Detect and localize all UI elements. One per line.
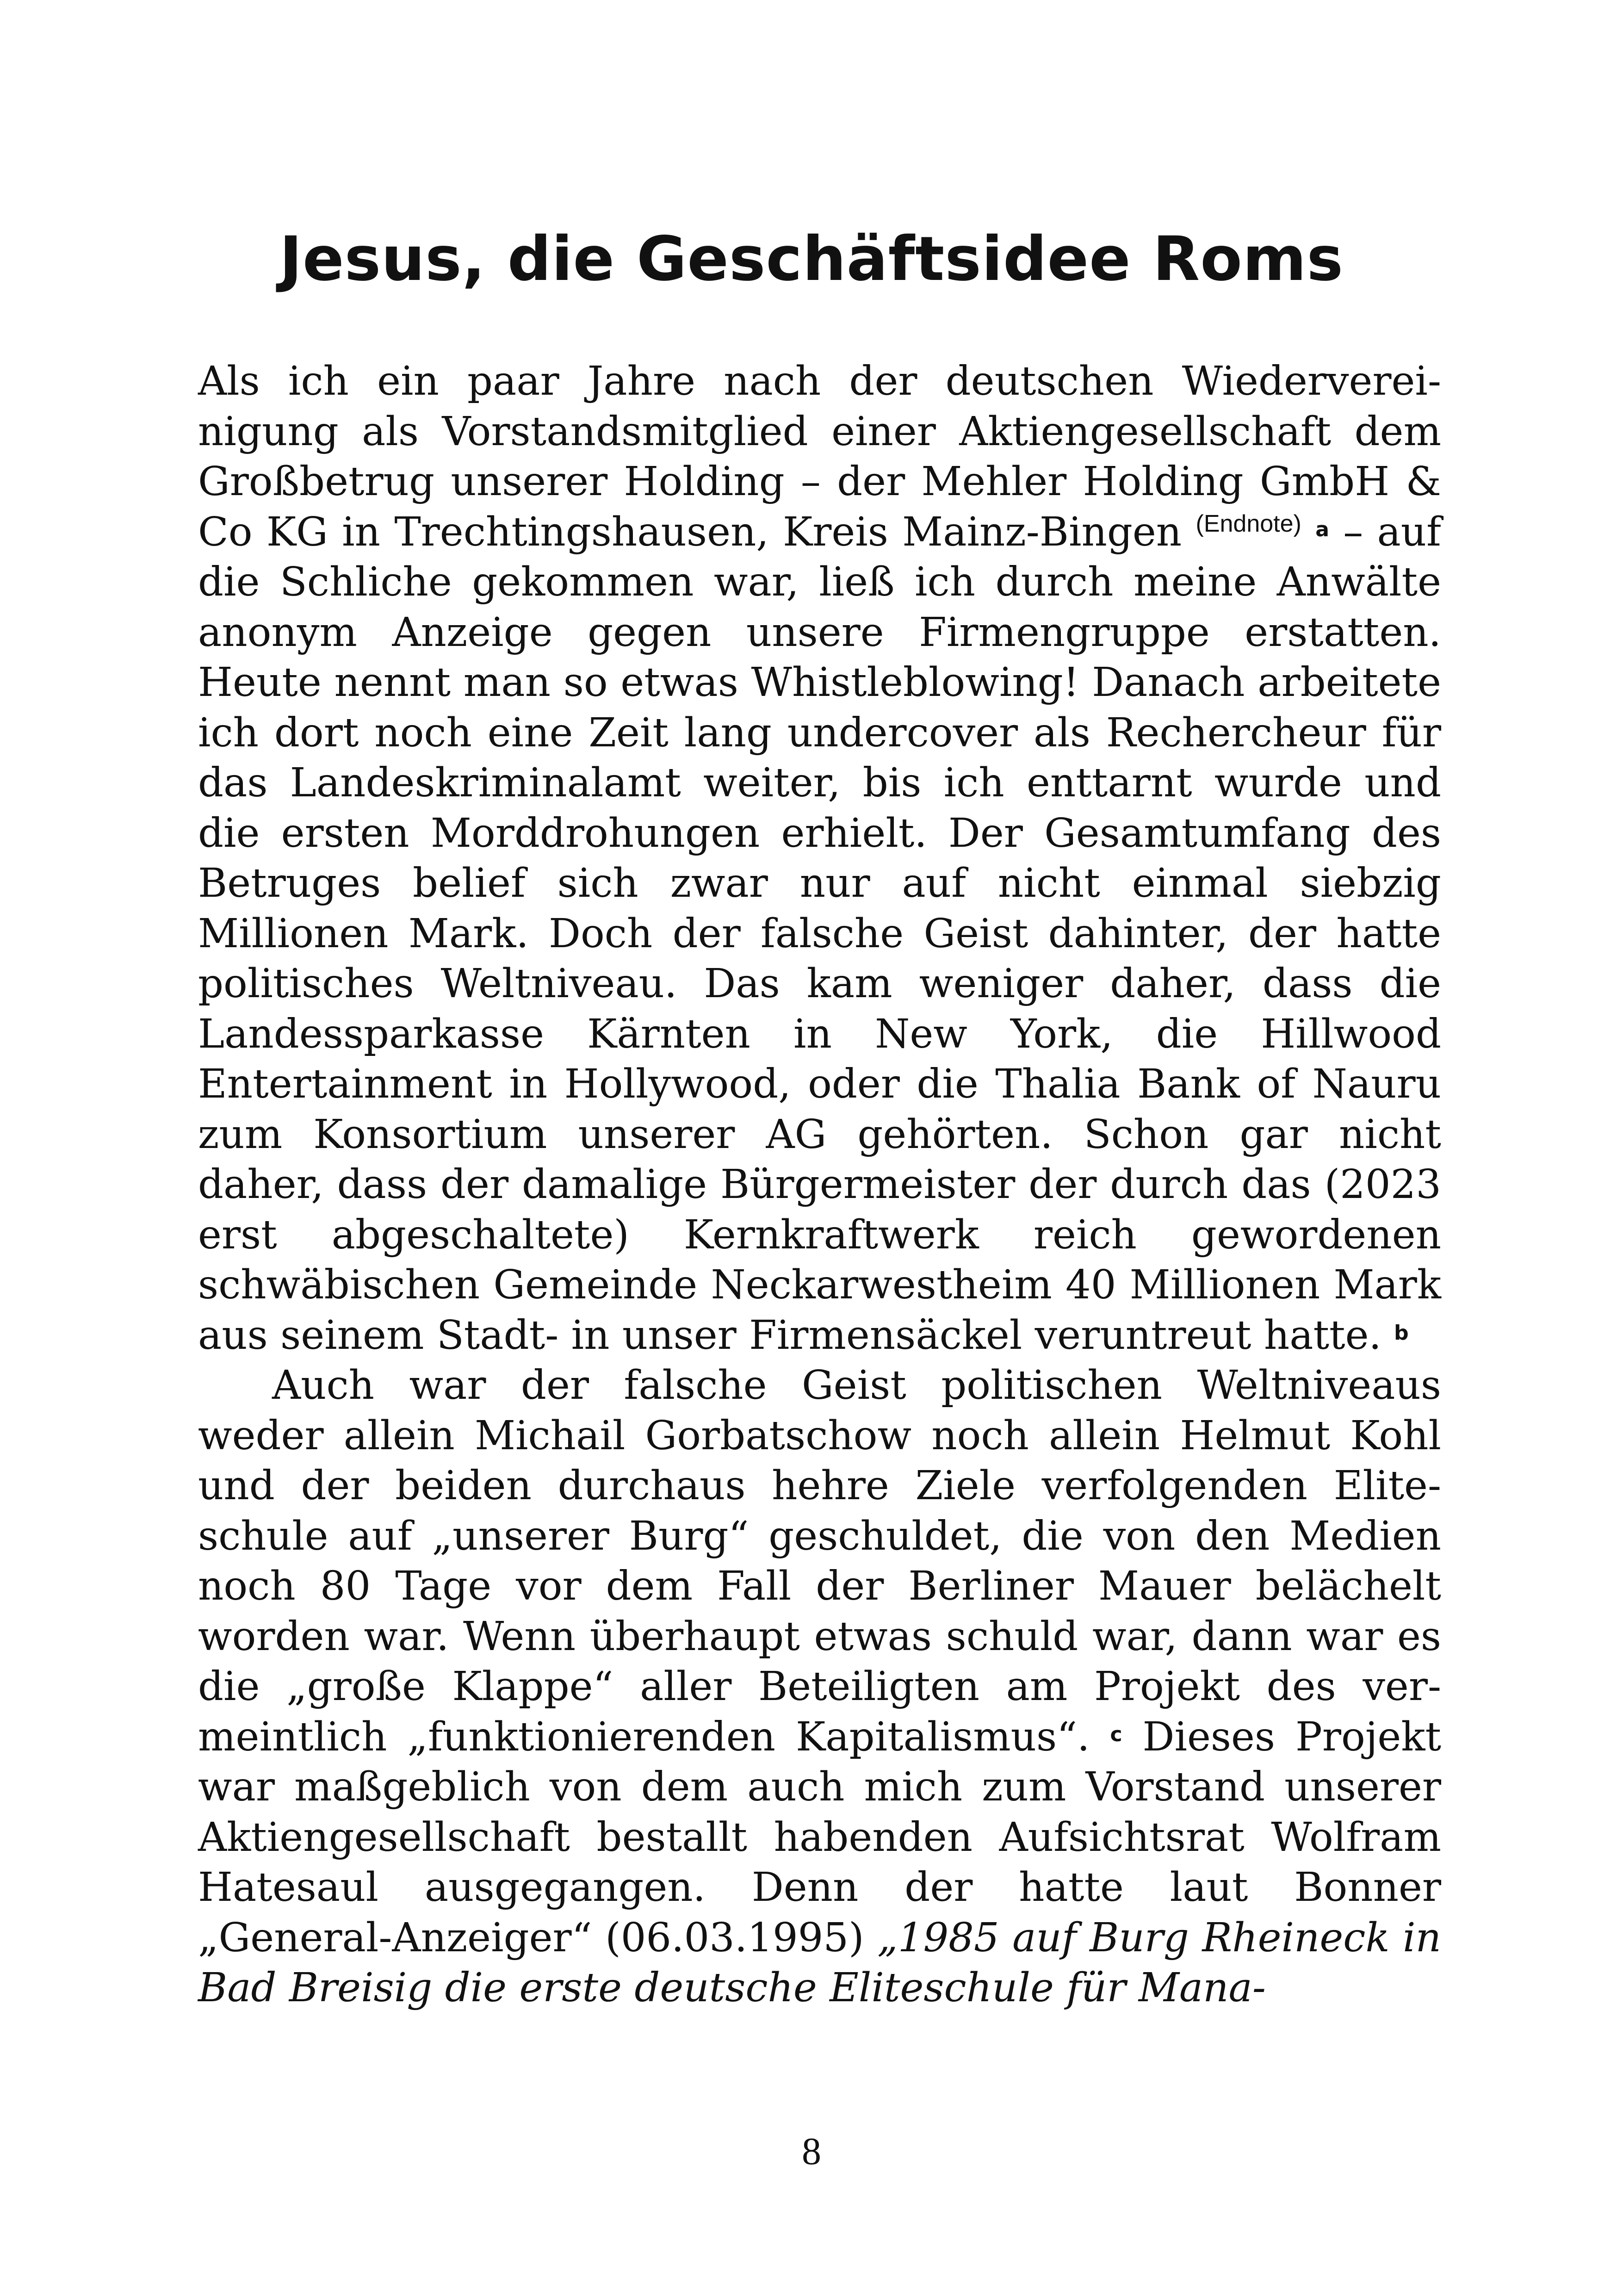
italic-quote: „1985 auf Burg Rheineck in Bad Breisig die erste deutsche Eliteschule für Mana- [198, 1914, 1441, 2011]
body-text [198, 356, 1441, 2013]
page-title: Jesus, die Geschäftsidee Roms [279, 223, 1344, 295]
page-number: 8 [802, 2130, 821, 2173]
paragraph-1-text-start: Als ich ein paar Jahre nach der deutschen Wiedervereinigung als Vorstandsmitglied einer Aktiengesellschaft dem Großbetrug unserer Holding – der Mehler Holding GmbH & Co KG in Trechtingshausen, Kreis Mainz-Bingen [198, 358, 1441, 555]
paragraph-2-text-end: Dieses Projekt war maßgeblich von dem auch mich zum Vorstand unserer Aktiengesellschaft bestallt habenden Aufsichtsrat Wolfram Hatesaul ausgegangen. Denn der hatte laut Bonner „General-Anzeiger“ (06.03.1995) [198, 1713, 1441, 1961]
endnote-marker-c: c [1110, 1722, 1122, 1746]
endnote-marker-a: a [1315, 517, 1329, 541]
paragraph-1 [198, 356, 1441, 1360]
paragraph-1-text-end: – auf die Schliche gekommen war, ließ ich durch meine Anwälte anonym Anzeige gegen unsere Firmengruppe erstatten. Heute nennt man so etwas Whistleblowing! Danach arbeitete ich dort noch eine Zeit lang undercover als Rechercheur für das Landeskriminalamt weiter, bis ich enttarnt wurde und die ersten Morddrohungen erhielt. Der Gesamtumfang des Betruges belief sich zwar nur auf nicht einmal siebzig Millionen Mark. Doch der falsche Geist dahinter, der hatte politisches Weltniveau. Das kam weniger daher, dass die Landessparkasse Kärnten in New York, die Hillwood Entertainment in Hollywood, oder die Thalia Bank of Nauru zum Konsortium unserer AG gehörten. Schon gar nicht daher, dass der damalige Bürgermeister der durch das (2023 erst abgeschaltete) Kernkraftwerk reich gewordenen schwäbischen Gemeinde Neckarwestheim 40 Millionen Mark aus seinem Stadt- in unser Firmensäckel veruntreut hatte. [198, 509, 1441, 1359]
endnote-label: (Endnote) [1196, 510, 1301, 537]
endnote-marker-b: b [1394, 1321, 1409, 1345]
paragraph-2-text-start: Auch war der falsche Geist politischen Weltniveaus weder allein Michail Gorbatschow noch allein Helmut Kohl und der beiden durchaus hehre Ziele verfolgenden Eliteschule auf „unserer Burg“ geschuldet, die von den Medien noch 80 Tage vor dem Fall der Berliner Mauer belächelt worden war. Wenn überhaupt etwas schuld war, dann war es die „große Klappe“ aller Beteiligten am Projekt des vermeintlich „funktionierenden Kapitalismus“. [198, 1362, 1441, 1760]
paragraph-2 [198, 1360, 1441, 2013]
